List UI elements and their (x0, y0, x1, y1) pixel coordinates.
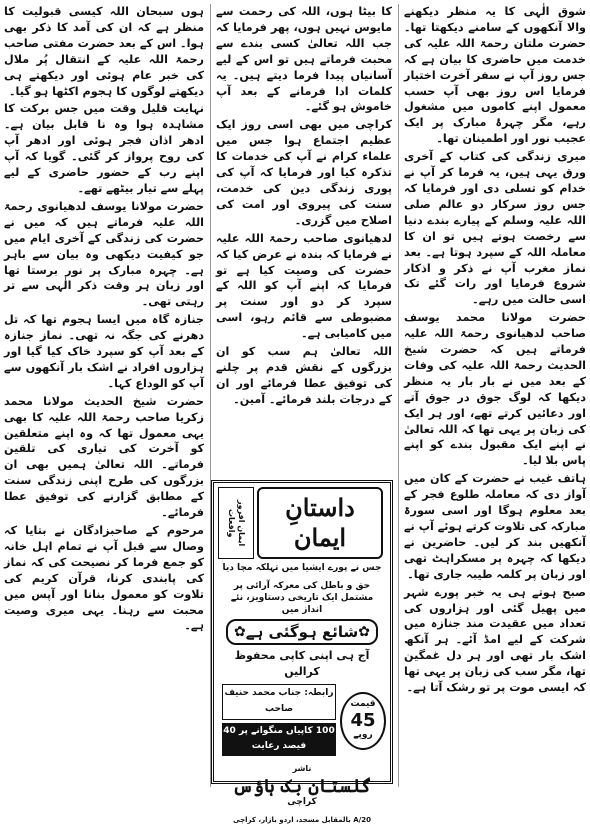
ad-order-text: آج ہی اپنی کاپی محفوظ کرالیں (234, 648, 370, 678)
ad-price-badge (340, 692, 386, 750)
paragraph: شوق الٰہی کا یہ منظر دیکھنے والا آنکھوں کے سامنے دیکھتا تھا۔ حضرت ملتان رحمۃ اللہ علیہ کی خدمت میں حاضری کا بیان ہے کہ جس روز آپ نے سفر آخرت اختیار فرمایا اس روز بھی آپ حسب معمول اپنے کاموں میں مشغول رہے، مگر چہرۂ مبارک پر ایک عجیب نور اور اطمینان تھا۔ (404, 5, 586, 146)
ad-price-value: 45 (350, 709, 376, 731)
paragraph: جنازہ گاہ میں ایسا ہجوم تھا کہ تل دھرنے کی جگہ نہ تھی۔ نماز جنازہ کے بعد آپ کو سپرد خاک کیا گیا اور ہزاروں افراد نے اشک بار آنکھوں سے آپ کو الوداع کہا۔ (4, 313, 204, 390)
ad-price-unit: روپے (353, 730, 373, 741)
paragraph: حضرت مولانا یوسف لدھیانوی رحمۃ اللہ علیہ فرماتے ہیں کہ میں نے حضرت کی زندگی کے آخری ایام میں جو کیفیت دیکھی وہ بیان سے باہر ہے۔ چہرہ مبارک پر نور برستا تھا اور زبان ہر وقت ذکر الٰہی سے تر رہتی تھی۔ (4, 199, 204, 309)
flower-icon: ✿ (234, 623, 246, 640)
ad-title: داستانِ ایمان (257, 487, 383, 559)
paragraph: ہاتف غیب نے حضرت کے کان میں آواز دی کہ معاملہ طلوع فجر کے بعد معلوم ہوگا اور اسی سورۃ مبارکہ کی تلاوت کرتے ہوئے آپ نے آنکھیں بند کر لیں۔ حاضرین نے دیکھا کہ چہرہ پر مسکراہٹ تھی اور زبان پر کلمہ طیبہ جاری تھا۔ (404, 472, 586, 581)
paragraph: مرحوم کے صاحبزادگان نے بتایا کہ وصال سے قبل آپ نے تمام اہل خانہ کو جمع فرما کر نصیحت کی کہ نماز کی پابندی کرنا، قرآن کریم کی تلاوت کو معمول بنانا اور آپس میں محبت سے رہنا۔ یہی میری وصیت ہے۔ (4, 524, 204, 633)
ad-details (218, 682, 386, 760)
ad-side-label: ایمان افروز واقعات (218, 487, 254, 559)
ad-publisher-name: گلستان بک ہاؤس (232, 776, 372, 798)
paragraph: حضرت شیخ الحدیث مولانا محمد زکریا صاحب رحمۃ اللہ علیہ کا بھی یہی معمول تھا کہ وہ اپنے متعلقین کو آخرت کی تیاری کی تلقین فرماتے۔ اللہ تعالیٰ ہمیں بھی ان بزرگوں کی طرح اپنی زندگی سنت کے مطابق گزارنے کی توفیق عطا فرمائے۔ (4, 394, 204, 520)
book-advertisement (211, 480, 393, 825)
ad-publisher-label: ناشر (292, 764, 312, 774)
ad-banner-text: شائع ہوگئی ہے (245, 622, 359, 641)
paragraph: حضرت مولانا محمد یوسف صاحب لدھیانوی رحمۃ اللہ علیہ فرماتے ہیں کہ حضرت شیخ الحدیث رحمۃ اللہ علیہ کی وفات کے بعد میں نے بار بار یہ منظر دیکھا کہ لوگ جوق در جوق آتے اور دعائیں کرتے تھے، اور ہر ایک کی زبان پر یہی تھا کہ اللہ تعالیٰ نے اپنے ایک مقبول بندے کو اپنے پاس بلا لیا۔ (404, 311, 586, 468)
ad-contact-block (218, 682, 340, 760)
flower-icon: ✿ (358, 623, 370, 640)
ad-price-label: قیمت (350, 698, 376, 709)
ad-published-banner (226, 619, 378, 645)
ad-description: حق و باطل کی معرکہ آرائی پر مشتمل ایک تاریخی دستاویز، نئے انداز میں (230, 580, 374, 615)
ad-header (218, 487, 386, 559)
paragraph: اللہ تعالیٰ ہم سب کو ان بزرگوں کے نقش قدم پر چلنے کی توفیق عطا فرمائے اور ان کے درجات بلند فرمائے۔ آمین۔ (216, 345, 392, 406)
column-left (4, 4, 204, 787)
ad-subtitle: جس نے پورے ایشیا میں تہلکہ مچا دیا (222, 563, 382, 573)
paragraph: صبح ہوتے ہی یہ خبر پورے شہر میں پھیل گئی اور ہزاروں کی تعداد میں عقیدت مند جنازہ میں شرکت کے لیے امڈ آئے۔ ہر آنکھ اشک بار تھی اور ہر دل غمگین تھا، مگر سب کی زبان پر یہی تھا کہ ایسی موت پر تو رشک آتا ہے۔ (404, 585, 586, 695)
paragraph: نہایت قلیل وقت میں جس برکت کا مشاہدہ ہوا وہ نا قابل بیان ہے۔ ادھر اذان فجر ہوئی اور ادھر آپ کی روح پرواز کر گئی۔ گویا کہ آپ اپنے رب کے حضور حاضری کے لیے پہلے سے تیار بیٹھے تھے۔ (4, 102, 204, 195)
ad-city: کراچی (287, 797, 317, 808)
paragraph: میری زندگی کی کتاب کے آخری ورق یہی ہیں، یہ فرما کر آپ نے خدام کو تسلی دی اور فرمایا کہ جس روز سرکار دو عالم صلی اللہ علیہ وسلم کے پیارے بندے دنیا سے رخصت ہوتے ہیں تو ان کا معاملہ اللہ کے سپرد ہوتا ہے۔ بعد نماز مغرب آپ نے ذکر و اذکار شروع فرمایا اور رات گئے تک اسی حالت میں رہے۔ (404, 150, 586, 307)
ad-bulk-offer: 100 کاپیاں منگوانے پر 40 فیصد رعایت (222, 723, 336, 757)
paragraph: کا بیٹا ہوں، اللہ کی رحمت سے مایوس نہیں ہوں، پھر فرمایا کہ جب اللہ تعالیٰ کسی بندے سے محبت فرماتے ہیں تو اس کے لیے آسانیاں پیدا فرما دیتے ہیں۔ یہ کلمات ادا فرمانے کے بعد آپ خاموش ہو گئے۔ (216, 5, 392, 114)
column-middle (210, 4, 392, 825)
ad-address: 20/A بالمقابل مسجد، اردو بازار، کراچی (233, 816, 371, 825)
column-right (398, 4, 586, 787)
ad-contact: رابطہ: جناب محمد حنیف صاحب (222, 684, 336, 720)
paragraph: ہوں سبحان اللہ کیسی قبولیت کا منظر ہے کہ ان کی آمد کا ذکر بھی ہوا۔ اس کے بعد حضرت مفتی صاحب رحمۃ اللہ علیہ کے انتقال پُر ملال کی خبر عام ہوئی اور دیکھتے ہی دیکھتے لوگوں کا ہجوم اکٹھا ہو گیا۔ (4, 5, 204, 98)
paragraph: لدھیانوی صاحب رحمۃ اللہ علیہ نے فرمایا کہ بندہ نے عرض کیا کہ حضرت کی وصیت کیا ہے تو فرمایا کہ اپنے آپ کو اللہ کے سپرد کر دو اور سنت پر مضبوطی سے قائم رہو، اسی میں کامیابی ہے۔ (216, 231, 392, 341)
column-middle-text (216, 4, 392, 466)
paragraph: کراچی میں بھی اسی روز ایک عظیم اجتماع ہوا جس میں علماء کرام نے آپ کی خدمات کا تذکرہ کیا اور فرمایا کہ آپ کی پوری زندگی دین کی خدمت، سنت کی پیروی اور امت کی اصلاح میں گزری۔ (216, 118, 392, 227)
